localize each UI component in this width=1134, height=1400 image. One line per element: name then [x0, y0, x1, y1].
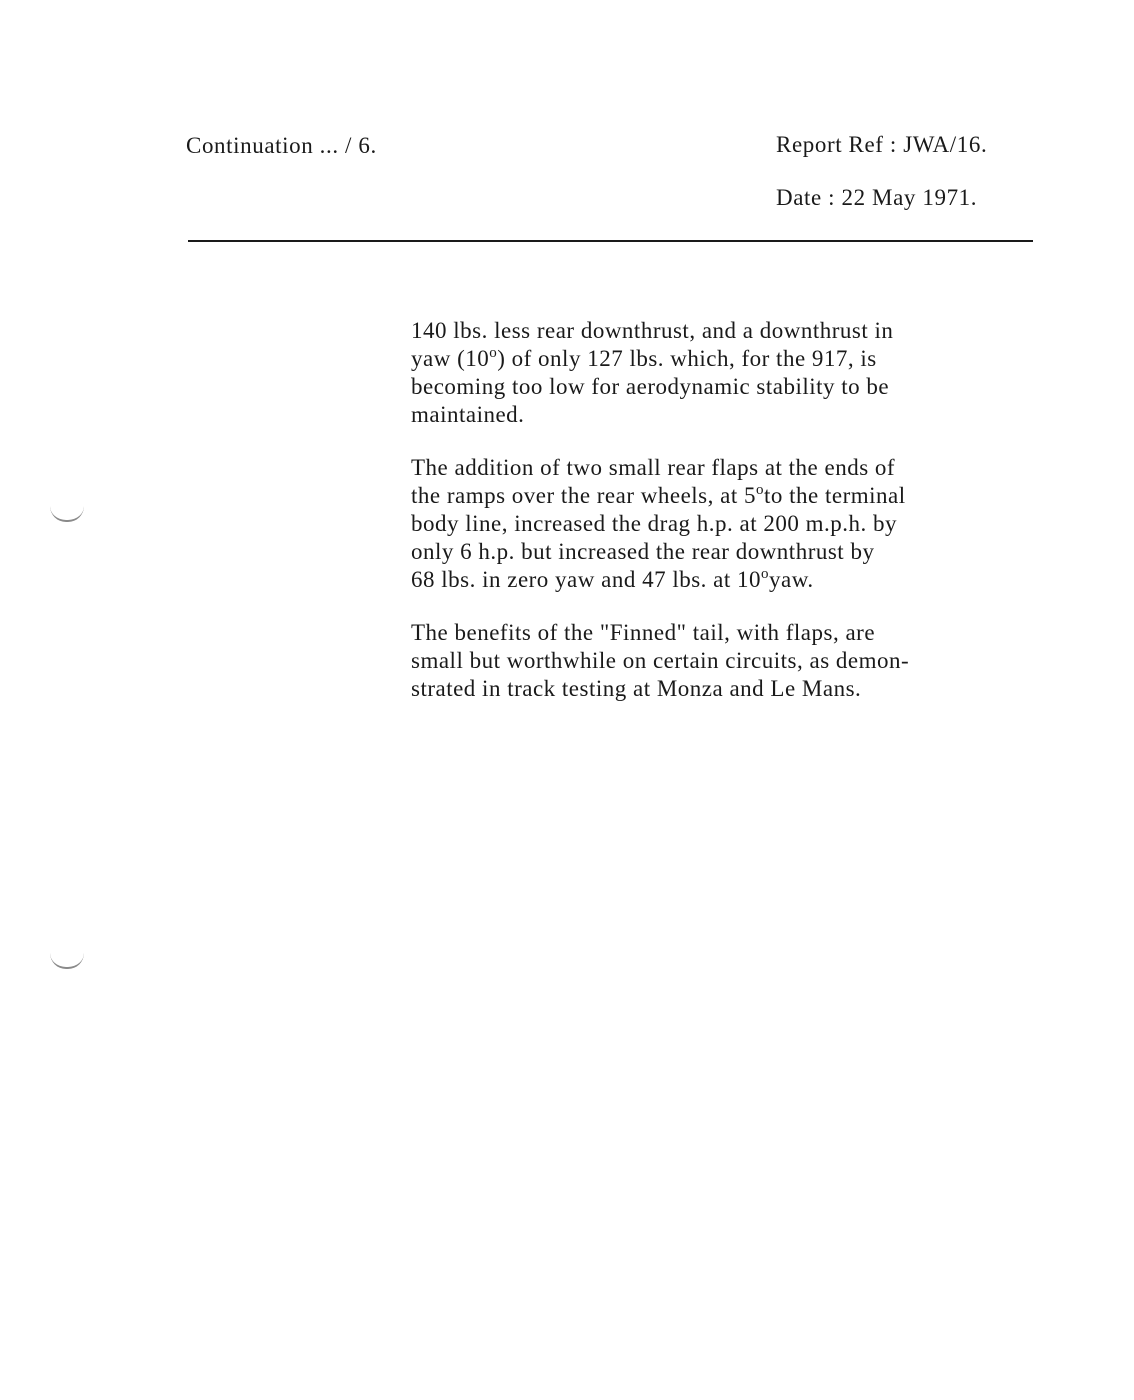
report-ref: Report Ref : JWA/16. [776, 132, 988, 157]
text-line: small but worthwhile on certain circuits, as demon- [411, 648, 910, 673]
text-line: The benefits of the "Finned" tail, with flaps, are [411, 620, 876, 645]
report-body [411, 317, 1071, 728]
punch-hole-mark [50, 953, 84, 969]
paragraph-1 [411, 317, 1071, 429]
text-line: The addition of two small rear flaps at the ends of [411, 455, 896, 480]
header-references [776, 118, 987, 224]
continuation-label: Continuation ... / 6. [186, 133, 377, 158]
text-line: becoming too low for aerodynamic stability to be [411, 374, 890, 399]
text-line: only 6 h.p. but increased the rear downthrust by [411, 539, 875, 564]
punch-hole-mark [50, 506, 84, 522]
text-line: 68 lbs. in zero yaw and 47 lbs. at 10$^o$yaw. [411, 566, 814, 592]
text-line: body line, increased the drag h.p. at 200 m.p.h. by [411, 511, 898, 536]
text-line: 140 lbs. less rear downthrust, and a downthrust in [411, 318, 894, 343]
text-line: yaw (10$^o$) of only 127 lbs. which, for the 917, is [411, 345, 877, 371]
text-line: the ramps over the rear wheels, at 5$^o$to the terminal [411, 482, 906, 508]
text-line: strated in track testing at Monza and Le Mans. [411, 676, 862, 701]
paragraph-3 [411, 619, 1071, 703]
report-date: Date : 22 May 1971. [776, 185, 978, 210]
header-rule [188, 240, 1033, 242]
text-line: maintained. [411, 402, 525, 427]
paragraph-2 [411, 454, 1071, 594]
